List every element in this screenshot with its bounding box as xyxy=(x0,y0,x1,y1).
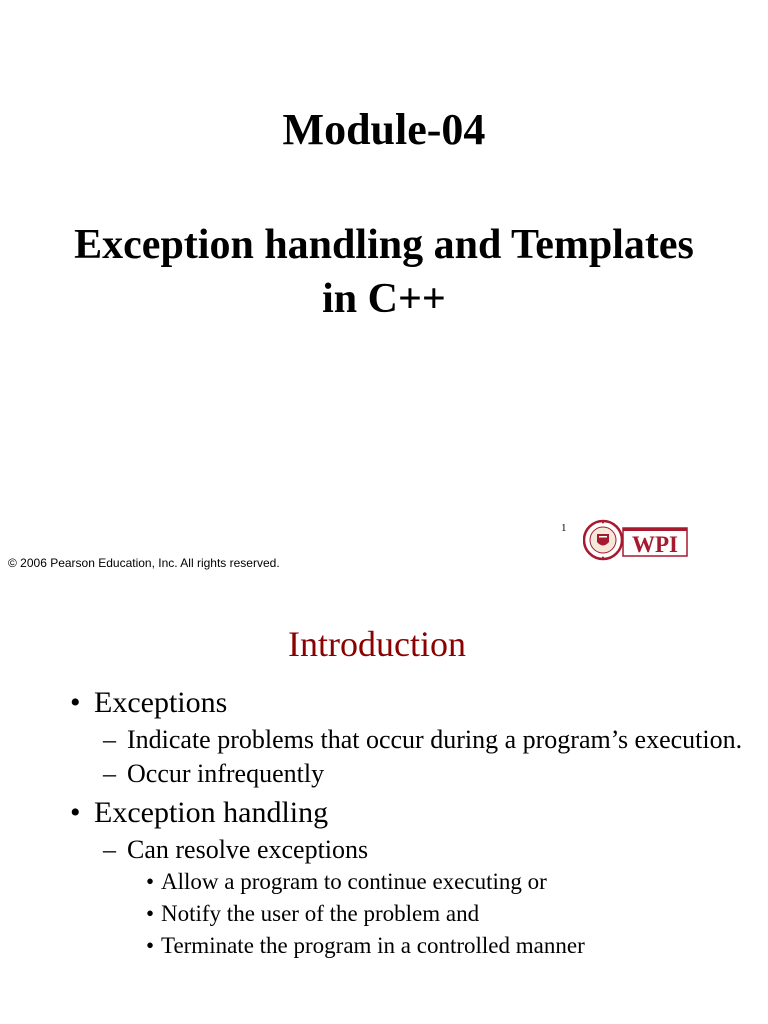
sub-sub-bullet: • Notify the user of the problem and xyxy=(70,898,750,930)
sub-bullet-text: Indicate problems that occur during a program’s execution. xyxy=(127,725,743,754)
bullet-exceptions: • Exceptions xyxy=(70,684,750,722)
wordmark-text: WPI xyxy=(632,532,678,557)
seal-shield-icon xyxy=(597,534,609,546)
dash-marker: – xyxy=(103,725,116,754)
wpi-logo xyxy=(583,518,691,562)
dash-marker: – xyxy=(103,759,116,788)
wordmark-top-bar xyxy=(623,528,687,531)
sub-bullet xyxy=(70,758,750,790)
sub-bullet xyxy=(70,834,750,866)
module-title: Module-04 xyxy=(282,105,486,154)
slide-main-title xyxy=(0,218,768,326)
bullet-exception-handling: • Exception handling xyxy=(70,794,750,832)
seal-dot-top xyxy=(602,522,604,524)
seal-dot-bottom xyxy=(602,557,604,559)
slide-title: Introduction xyxy=(288,624,466,664)
seal-shield-stripe xyxy=(599,536,607,538)
sub-bullet-text: Occur infrequently xyxy=(127,759,325,788)
copyright-notice: © 2006 Pearson Education, Inc. All rights reserved. xyxy=(8,556,280,570)
page-number: 1 xyxy=(561,522,567,534)
main-title-line-2: in C++ xyxy=(322,276,446,322)
introduction-slide xyxy=(0,588,768,1024)
sub-bullet-text: Can resolve exceptions xyxy=(127,835,369,864)
sub-sub-bullet: • Terminate the program in a controlled manner xyxy=(70,930,750,962)
bullet-list xyxy=(70,684,750,962)
main-title-line-1: Exception handling and Templates xyxy=(74,222,694,268)
sub-bullet xyxy=(70,724,750,756)
sub-sub-bullet: • Allow a program to continue executing or xyxy=(70,866,750,898)
dash-marker: – xyxy=(103,835,116,864)
